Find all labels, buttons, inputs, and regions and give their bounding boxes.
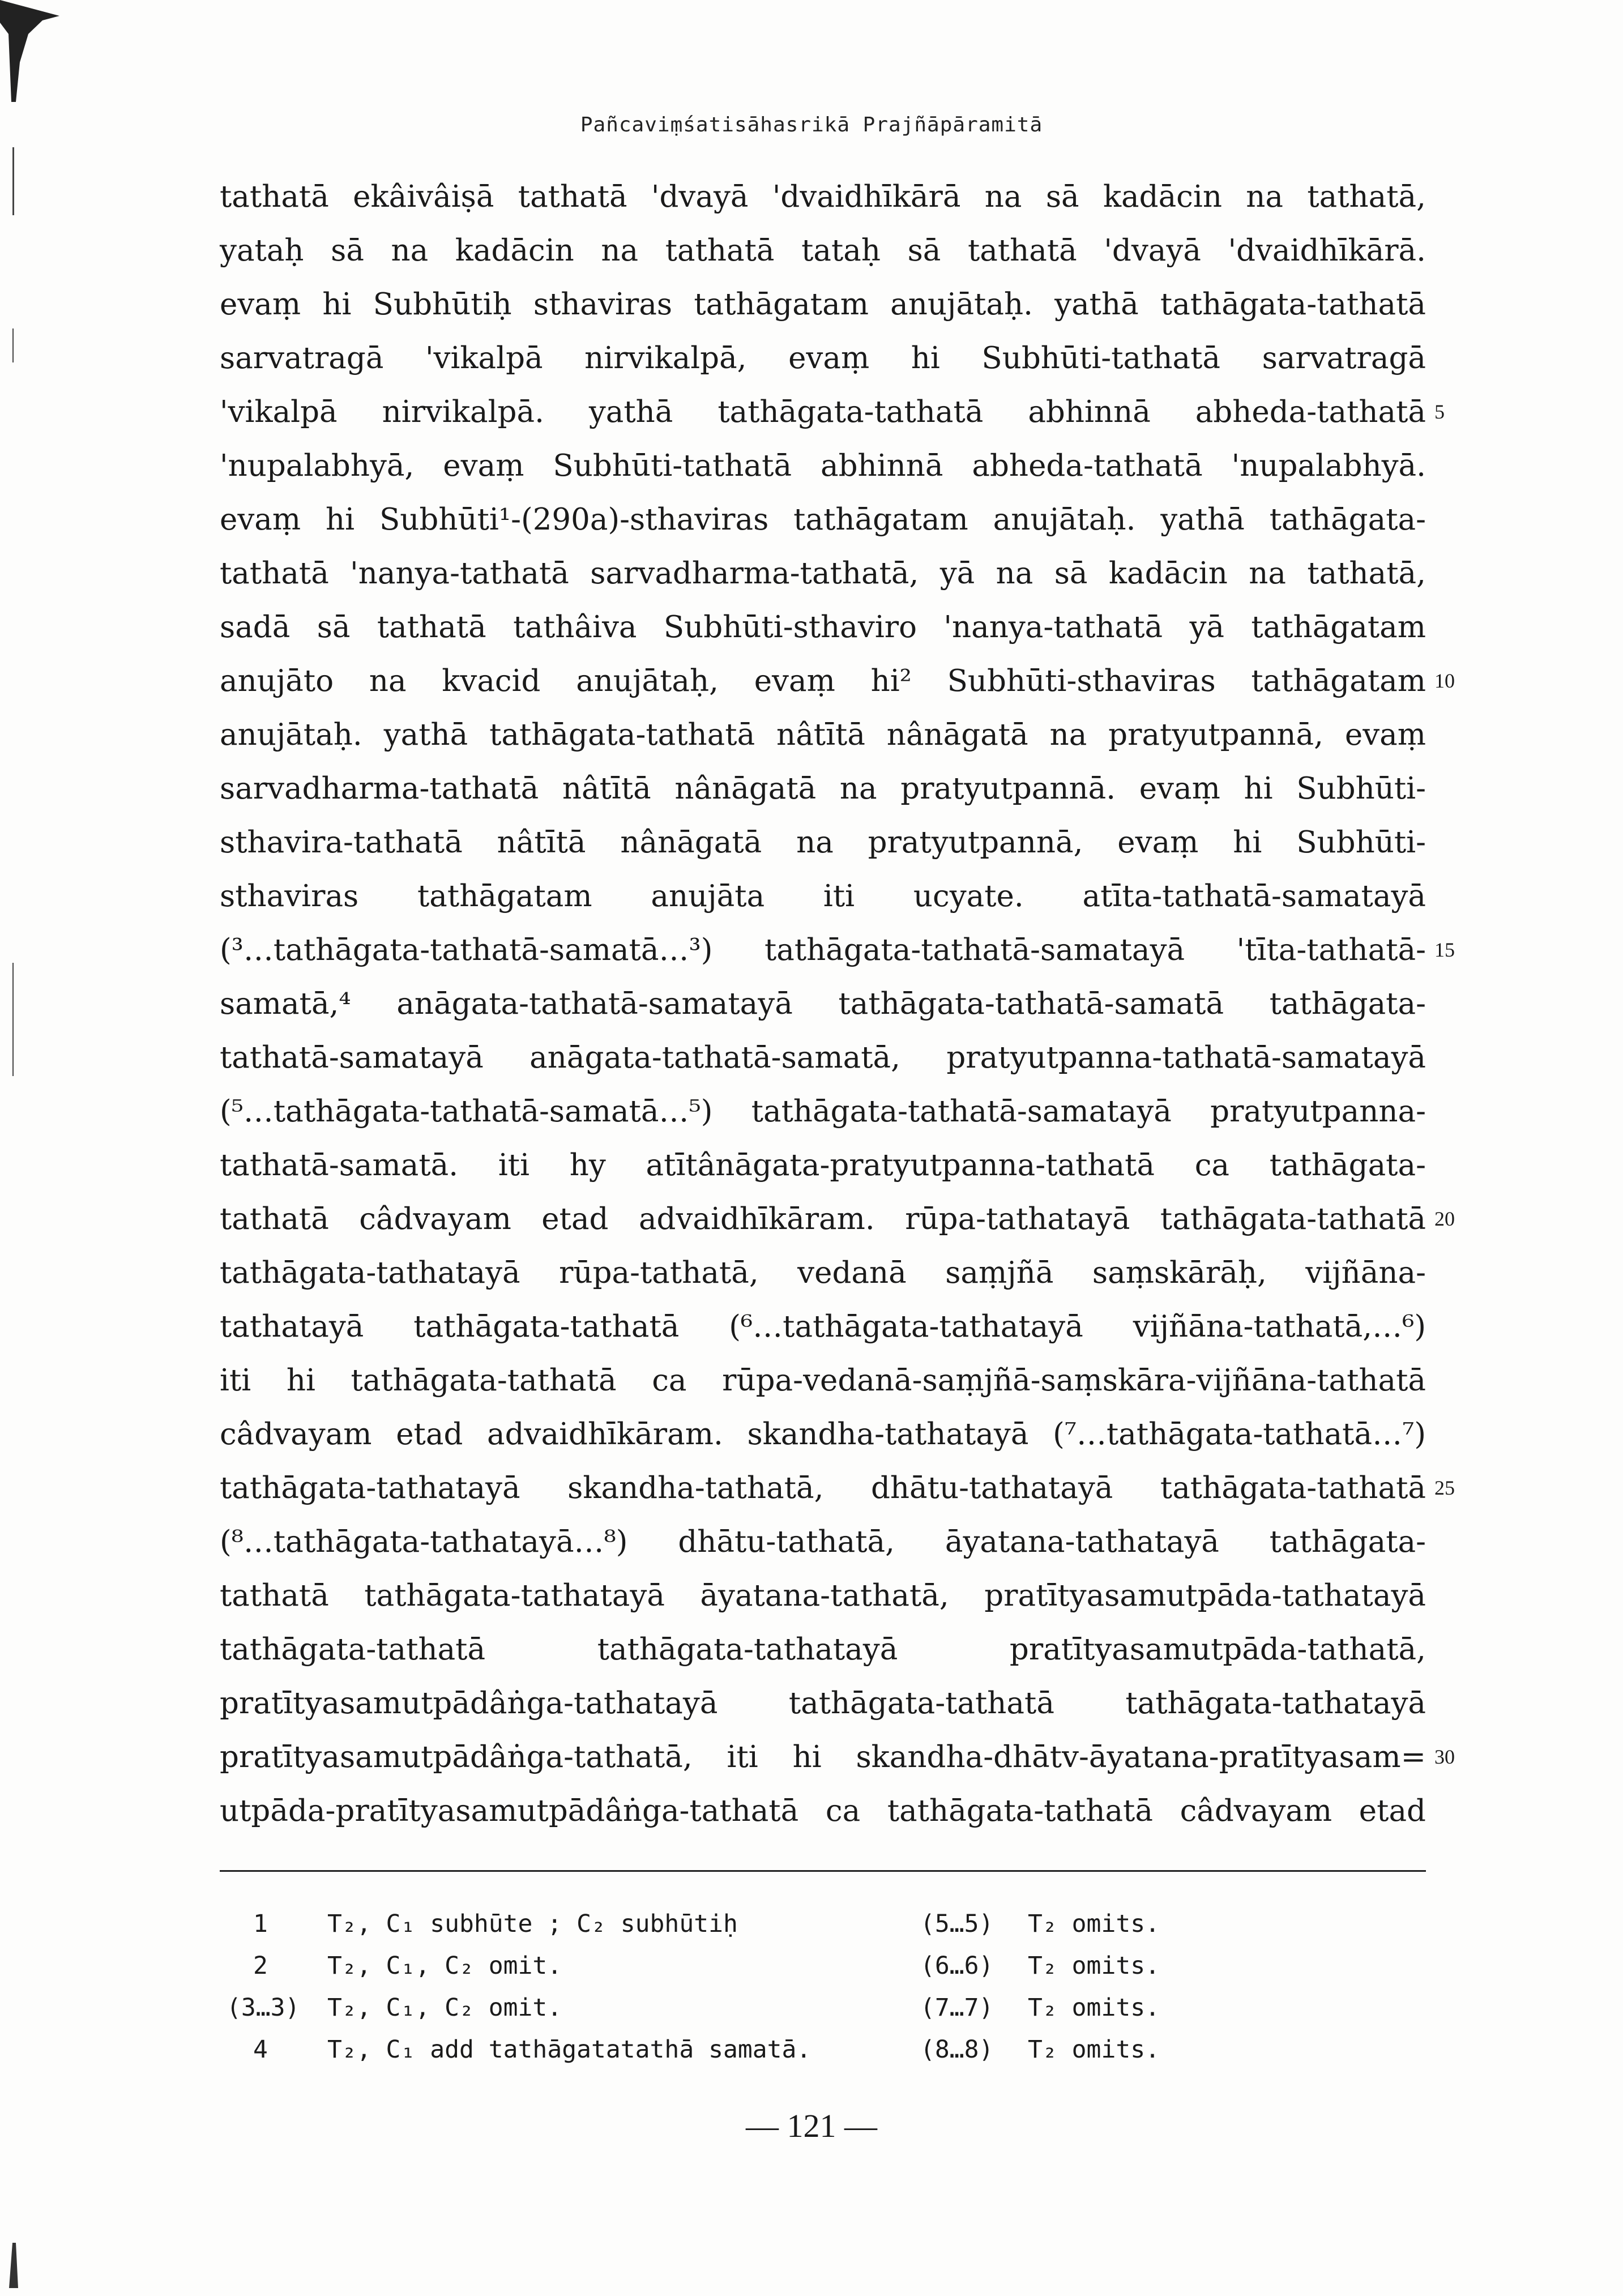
text-line xyxy=(220,1354,1426,1407)
text-line xyxy=(220,1138,1426,1192)
text-line xyxy=(220,869,1426,923)
text-line-content: tathāgata-tathatā tathāgata-tathatayā pratītyasamutpāda-tathatā, xyxy=(220,1632,1426,1667)
text-line xyxy=(220,1246,1426,1300)
text-line-content: pratītyasamutpādâṅga-tathatā, iti hi skandha-dhātv-āyatana-pratītyasam= xyxy=(220,1740,1426,1774)
line-number: 20 xyxy=(1434,1207,1455,1230)
footnote xyxy=(0,1987,1623,2029)
text-line-content: sthavira-tathatā nâtītā nânāgatā na pratyutpannā, evaṃ hi Subhūti- xyxy=(220,825,1426,860)
text-line-content: (³…tathāgata-tathatā-samatā…³) tathāgata-tathatā-samatayā 'tīta-tathatā- xyxy=(220,933,1426,967)
text-line-content: (⁵…tathāgata-tathatā-samatā…⁵) tathāgata-tathatā-samatayā pratyutpanna- xyxy=(220,1094,1426,1129)
text-line-content: yataḥ sā na kadācin na tathatā tataḥ sā tathatā 'dvayā 'dvaidhīkārā. xyxy=(220,233,1426,268)
footnote-rule xyxy=(220,1870,1426,1872)
text-line-content: anujātaḥ. yathā tathāgata-tathatā nâtītā nânāgatā na pratyutpannā, evaṃ xyxy=(220,718,1426,752)
text-line-content: tathatā ekâivâiṣā tathatā 'dvayā 'dvaidhīkārā na sā kadācin na tathatā, xyxy=(220,180,1426,214)
text-line xyxy=(220,762,1426,816)
text-line-content: tathāgata-tathatayā skandha-tathatā, dhātu-tathatayā tathāgata-tathatā xyxy=(220,1471,1426,1505)
footnote-text: T₂, C₁, C₂ omit. xyxy=(327,1952,562,1980)
line-number: 10 xyxy=(1434,669,1455,692)
footnote xyxy=(0,2029,1623,2071)
footnote-text: T₂ omits. xyxy=(1028,1952,1160,1980)
footnote-mark: 1 xyxy=(253,1910,268,1938)
footnote-mark: (6…6) xyxy=(920,1952,994,1980)
line-number: 25 xyxy=(1434,1476,1455,1499)
scan-corner-mark xyxy=(0,0,62,102)
text-line-content: sthaviras tathāgatam anujāta iti ucyate. atīta-tathatā-samatayā xyxy=(220,879,1426,914)
main-text xyxy=(220,170,1455,1838)
text-line xyxy=(220,1300,1426,1354)
text-line-content: utpāda-pratītyasamutpādâṅga-tathatā ca tathāgata-tathatā câdvayam etad xyxy=(220,1794,1426,1828)
line-number: 15 xyxy=(1434,938,1455,961)
scan-edge-line xyxy=(12,147,14,215)
scan-edge-line xyxy=(12,963,14,1076)
footnote xyxy=(0,1903,1623,1945)
footnote xyxy=(0,1945,1623,1987)
text-line-content: tathatā-samatā. iti hy atītânāgata-pratyutpanna-tathatā ca tathāgata- xyxy=(220,1148,1426,1183)
footnote-text: T₂ omits. xyxy=(1028,2035,1160,2064)
running-head: Pañcaviṃśatisāhasrikā Prajñāpāramitā xyxy=(580,113,1043,136)
text-line xyxy=(220,1515,1426,1569)
footnote-text: T₂ omits. xyxy=(1028,1994,1160,2022)
text-line-content: tathatā-samatayā anāgata-tathatā-samatā, pratyutpanna-tathatā-samatayā xyxy=(220,1040,1426,1075)
text-line-content: tathāgata-tathatayā rūpa-tathatā, vedanā saṃjñā saṃskārāḥ, vijñāna- xyxy=(220,1256,1426,1290)
text-line-content: sarvadharma-tathatā nâtītā nânāgatā na pratyutpannā. evaṃ hi Subhūti- xyxy=(220,771,1426,806)
text-line xyxy=(220,923,1455,977)
text-line-content: tathatā 'nanya-tathatā sarvadharma-tathatā, yā na sā kadācin na tathatā, xyxy=(220,556,1426,591)
footnote-text: T₂, C₁ subhūte ; C₂ subhūtiḥ xyxy=(327,1910,738,1938)
text-line-content: 'vikalpā nirvikalpā. yathā tathāgata-tathatā abhinnā abheda-tathatā xyxy=(220,395,1426,429)
footnote-mark: (5…5) xyxy=(920,1910,994,1938)
footnote-mark: (8…8) xyxy=(920,2035,994,2064)
text-line-content: tathatā tathāgata-tathatayā āyatana-tathatā, pratītyasamutpāda-tathatayā xyxy=(220,1578,1426,1613)
text-line-content: samatā,⁴ anāgata-tathatā-samatayā tathāgata-tathatā-samatā tathāgata- xyxy=(220,987,1426,1021)
page-number: — 121 — xyxy=(746,2107,877,2144)
text-line xyxy=(220,1730,1455,1784)
text-line-content: tathatā câdvayam etad advaidhīkāram. rūpa-tathatayā tathāgata-tathatā xyxy=(220,1202,1426,1236)
line-number: 5 xyxy=(1434,400,1445,423)
footnote-mark: 2 xyxy=(253,1952,268,1980)
text-line xyxy=(220,1784,1426,1838)
text-line xyxy=(220,331,1426,385)
footnote-mark: (7…7) xyxy=(920,1994,994,2022)
text-line-content: iti hi tathāgata-tathatā ca rūpa-vedanā-saṃjñā-saṃskāra-vijñāna-tathatā xyxy=(220,1363,1426,1398)
text-line xyxy=(220,493,1426,547)
text-line-content: câdvayam etad advaidhīkāram. skandha-tathatayā (⁷…tathāgata-tathatā…⁷) xyxy=(220,1417,1426,1452)
text-line xyxy=(220,439,1426,493)
scan-edge-line xyxy=(12,328,14,362)
text-line xyxy=(220,708,1426,762)
text-line xyxy=(220,1623,1426,1676)
text-line-content: anujāto na kvacid anujātaḥ, evaṃ hi² Subhūti-sthaviras tathāgatam xyxy=(220,664,1426,698)
text-line xyxy=(220,1569,1426,1623)
scan-bottom-mark xyxy=(6,2243,23,2288)
text-line xyxy=(220,654,1455,708)
footnote-text: T₂, C₁ add tathāgatatathā samatā. xyxy=(327,2035,812,2064)
text-line xyxy=(220,1407,1426,1461)
line-number: 30 xyxy=(1434,1746,1455,1768)
text-line xyxy=(220,278,1426,331)
text-line-content: pratītyasamutpādâṅga-tathatayā tathāgata-tathatā tathāgata-tathatayā xyxy=(220,1686,1426,1721)
text-line xyxy=(220,170,1426,224)
text-line-content: tathatayā tathāgata-tathatā (⁶…tathāgata-tathatayā vijñāna-tathatā,…⁶) xyxy=(220,1309,1426,1344)
text-line-content: sarvatragā 'vikalpā nirvikalpā, evaṃ hi Subhūti-tathatā sarvatragā xyxy=(220,341,1426,375)
text-line xyxy=(220,816,1426,869)
footnote-text: T₂ omits. xyxy=(1028,1910,1160,1938)
footnote-mark: 4 xyxy=(253,2035,268,2064)
text-line-content: (⁸…tathāgata-tathatayā…⁸) dhātu-tathatā, āyatana-tathatayā tathāgata- xyxy=(220,1525,1426,1559)
text-line xyxy=(220,1085,1426,1138)
text-line xyxy=(220,1192,1455,1246)
text-line-content: sadā sā tathatā tathâiva Subhūti-sthaviro 'nanya-tathatā yā tathāgatam xyxy=(220,610,1426,645)
text-line-content: 'nupalabhyā, evaṃ Subhūti-tathatā abhinnā abheda-tathatā 'nupalabhyā. xyxy=(220,449,1426,483)
text-line xyxy=(220,1676,1426,1730)
text-line xyxy=(220,1461,1455,1515)
text-line xyxy=(220,600,1426,654)
text-line xyxy=(220,547,1426,600)
footnote-mark: (3…3) xyxy=(227,1994,300,2022)
text-line xyxy=(220,385,1445,439)
text-line-content: evaṃ hi Subhūtiḥ sthaviras tathāgatam anujātaḥ. yathā tathāgata-tathatā xyxy=(220,287,1426,322)
text-line xyxy=(220,224,1426,278)
footnote-text: T₂, C₁, C₂ omit. xyxy=(327,1994,562,2022)
text-line-content: evaṃ hi Subhūti¹-(290a)-sthaviras tathāgatam anujātaḥ. yathā tathāgata- xyxy=(220,502,1426,537)
text-line xyxy=(220,977,1426,1031)
text-line xyxy=(220,1031,1426,1085)
